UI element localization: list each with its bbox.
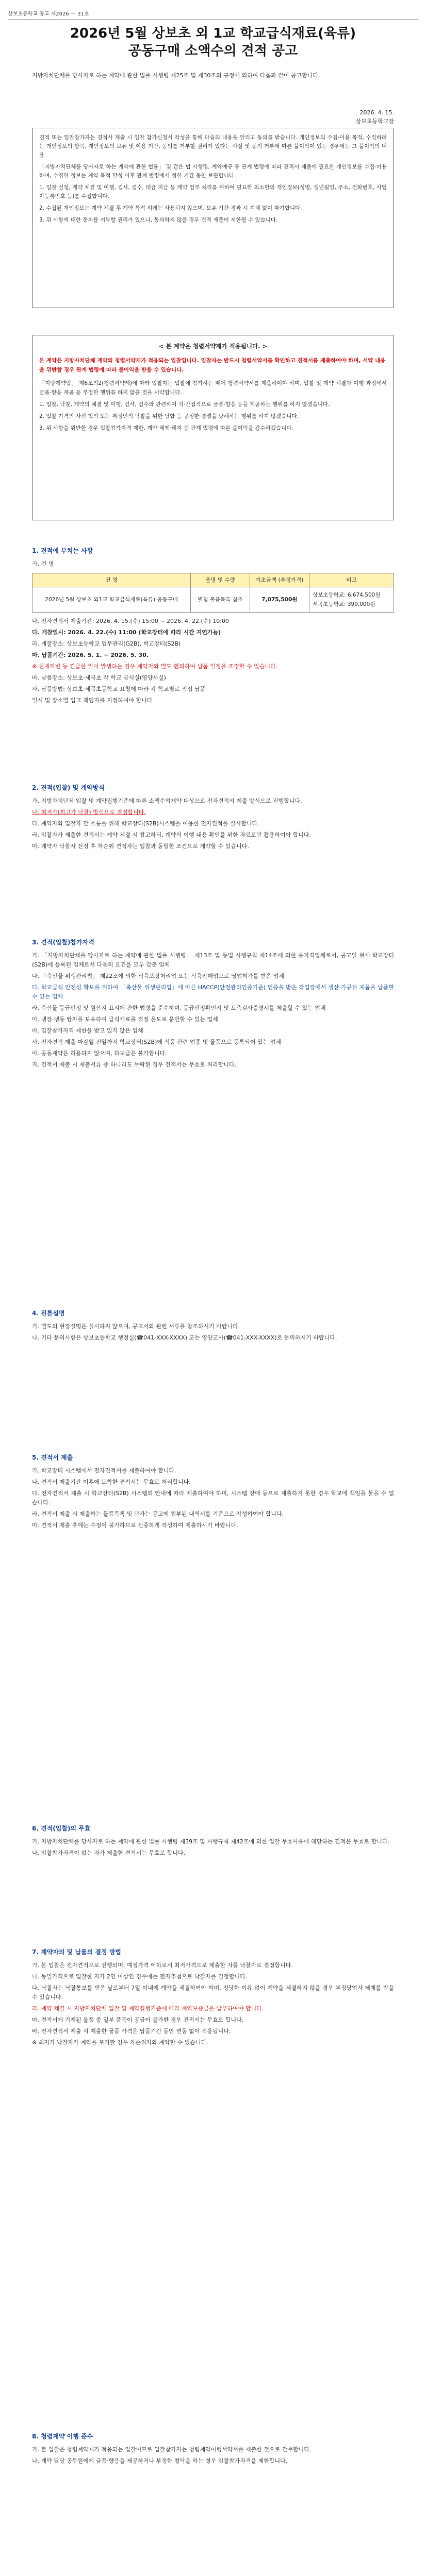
section-1-line: 나. 전자견적서 제출기간: 2026. 4. 15.(수) 15:00 ~ 2026. 4. 22.(수) 10:00 (32, 618, 229, 624)
cell-amount: 7,075,500원 (250, 587, 309, 613)
section-3-heading: 3. 견적(입찰)참가자격 (32, 939, 94, 946)
section-3-line: 다. 학교급식 안전성 확보를 위하여 「축산물 위생관리법」에 따른 HACCP(안전관리인증기준) 인증을 받은 작업장에서 생산·가공된 제품을 납품할 수 있는 업체 (32, 984, 394, 1000)
section-1-sub: 가. 건 명 (32, 561, 54, 567)
privacy-p1: 견적 또는 입찰참가자는 견적서 제출 시 입찰 참가신청서 작성을 통해 다음의 내용을 알리고 동의를 받습니다. 개인정보의 수집·이용 목적, 수집하려는 개인정보의 항목, 개인정보의 보유 및 이용 기간, 동의를 거부할 권리가 있다는 사실 및 동의 거부에 따른 불이익이 있는 경우에는 그 불이익의 내용 (39, 134, 387, 158)
table-header-row (32, 573, 394, 587)
privacy-p2: 「지방자치단체를 당사자로 하는 계약에 관한 법률」 및 같은 법 시행령, 계약예규 등 관계 법령에 따라 견적서 제출에 필요한 개인정보를 수집·이용하며, 수집한 정보는 계약 목적 달성 이후 관계 법령에서 정한 기간 동안 보관합니다. (39, 164, 387, 179)
section-2-line: 가. 지방자치단체 입찰 및 계약집행기준에 따른 소액수의계약 대상으로 전자견적서 제출 방식으로 진행합니다. (32, 798, 302, 804)
section-8 (32, 2432, 394, 2468)
integrity-p1: 「지방계약법」 제6조의2(청렴서약제)에 따라 입찰자는 입찰에 참가하는 때에 청렴서약서를 제출하여야 하며, 입찰 및 계약 체결과 이행 과정에서 금품·향응 제공 등 부정한 행위를 하지 않을 것을 서약합니다. (39, 380, 387, 396)
section-2 (32, 783, 394, 853)
section-3-line: 사. 전자견적 제출 마감일 전일까지 학교장터(S2B)에 식품 관련 업종 및 물품으로 등록되어 있는 업체 (32, 1039, 281, 1045)
title-line-2: 공동구매 소액수의 견적 공고 (128, 43, 298, 59)
section-7-heading: 7. 계약자의 및 납품의 결정 방법 (32, 1948, 121, 1956)
section-1-line: 다. 개찰일시: 2026. 4. 22.(수) 11:00 (학교장터에 따라 시간 지연가능) (32, 629, 221, 636)
section-3-line: 마. 냉장·냉동 탑차를 보유하여 급식재료를 적정 온도로 운반할 수 있는 업체 (32, 1016, 218, 1023)
section-5-line: 나. 견적서 제출기간 이후에 도착한 견적서는 무효로 처리합니다. (32, 1479, 191, 1485)
section-6-heading: 6. 견적(입찰)의 무효 (32, 1825, 91, 1832)
integrity-pledge-box (32, 335, 394, 520)
section-5-line: 다. 전자견적서 제출 시 학교장터(S2B) 시스템의 안내에 따라 제출하여야 하며, 시스템 장애 등으로 제출하지 못한 경우 학교에 책임을 물을 수 없습니다. (32, 1490, 394, 1506)
section-7-line: ※ 최저가 낙찰자가 계약을 포기할 경우 차순위자와 계약할 수 있습니다. (32, 2039, 208, 2046)
integrity-p2: 1. 입찰, 낙찰, 계약의 체결 및 이행, 검사, 검수와 관련하여 직·간접적으로 금품·향응 등을 제공하는 행위를 하지 않겠습니다. (39, 401, 330, 408)
section-3-line: 아. 공동계약은 허용하지 않으며, 하도급은 불가합니다. (32, 1050, 167, 1057)
privacy-p4: 2. 수집된 개인정보는 계약 체결 후 계약 목적 외에는 사용되지 않으며, 보유 기간 경과 시 지체 없이 파기합니다. (39, 205, 302, 211)
section-2-line: 마. 계약자 낙찰자 선정 후 차순위 견적자는 입찰과 동일한 조건으로 계약할 수 있습니다. (32, 843, 249, 850)
section-1-line: 라. 개찰장소: 상보초등학교 업무관리(G2B), 학교장터(S2B) (32, 640, 181, 647)
note-line-1: 상보초등학교: 6,674,500원 (313, 592, 381, 598)
section-1-heading: 1. 견적에 부치는 사항 (32, 547, 93, 554)
section-7-line: 라. 계약 체결 시 지방자치단체 입찰 및 계약집행기준에 따라 계약보증금을 납부하여야 합니다. (32, 2005, 264, 2012)
section-4-line: 나. 기타 문의사항은 상보초등학교 행정실(☎041-XXX-XXXX) 또는 영양교사(☎041-XXX-XXXX)로 문의하시기 바랍니다. (32, 1334, 337, 1341)
section-4 (32, 1309, 394, 1345)
section-6 (32, 1824, 394, 1860)
col-name: 건 명 (32, 573, 191, 587)
table-row (32, 587, 394, 613)
cell-name: 2026년 5월 상보초 외1교 학교급식재료(육류) 공동구매 (32, 587, 191, 613)
page-title (0, 25, 426, 60)
col-amount: 기초금액 (추정가격) (250, 573, 309, 587)
col-item: 품명 및 수량 (191, 573, 250, 587)
section-2-line: 다. 계약자와 입찰자 간 소통을 위해 학교장터(S2B)시스템을 이용한 전자견적을 실시합니다. (32, 820, 259, 827)
privacy-p5: 3. 위 사항에 대한 동의를 거부할 권리가 있으나, 동의하지 않을 경우 견적 제출이 제한될 수 있습니다. (39, 217, 278, 223)
section-1-line: 일시 및 장소별 입고 책임자를 지정하여야 합니다 (32, 697, 153, 704)
section-7-line: 마. 견적서에 기재된 물품 중 일부 품목이 공급이 불가한 경우 견적서는 무효로 합니다. (32, 2016, 244, 2023)
date-block (356, 108, 394, 126)
section-3-line: 가. 「지방자치단체를 당사자로 하는 계약에 관한 법률 시행령」 제13조 및 동법 시행규칙 제14조에 의한 유자격업체로서, 공고일 현재 학교장터(S2B)에 등록된 업체로서 다음의 요건을 모두 갖춘 업체 (32, 952, 394, 968)
section-8-heading: 8. 청렴계약 이행 준수 (32, 2433, 93, 2440)
section-1-line: 사. 납품방법: 상보초·세곡초등학교 요청에 따라 각 학교별로 직접 납품 (32, 686, 206, 692)
section-3-line: 자. 견적서 제출 시 제출서류 중 하나라도 누락된 경우 견적서는 무효로 처리합니다. (32, 1061, 237, 1068)
privacy-notice-box (32, 128, 394, 308)
section-7 (32, 1947, 394, 2049)
issuing-organization: 상보초등학교장 (355, 118, 394, 125)
section-3-line: 라. 축산물 등급판정 및 원산지 표시에 관한 법령을 준수하며, 등급판정확인서 및 도축검사증명서를 제출할 수 있는 업체 (32, 1005, 326, 1011)
intro-paragraph: 지방자치단체를 당사자로 하는 계약에 관한 법률 시행령 제25조 및 제30조의 규정에 의하여 다음과 같이 공고합니다. (32, 72, 320, 79)
section-4-line: 가. 별도의 현장설명은 실시하지 않으며, 공고서와 관련 서류를 참조하시기 바랍니다. (32, 1323, 240, 1330)
integrity-warning: 본 계약은 지방자치단체 계약의 청렴서약제가 적용되는 입찰입니다. 입찰자는 반드시 청렴서약서를 확인하고 견적서를 제출하여야 하며, 서약 내용을 위반할 경우 관계 법령에 따라 불이익을 받을 수 있습니다. (39, 358, 386, 373)
section-8-line: 가. 본 입찰은 청렴계약제가 적용되는 입찰이므로 입찰참가자는 청렴계약이행서약서를 제출한 것으로 간주합니다. (32, 2446, 312, 2453)
section-5-line: 라. 견적서 제출 시 제출하는 물품목록 및 단가는 공고에 첨부된 내역서를 기준으로 작성하여야 합니다. (32, 1511, 284, 1517)
notice-date: 2026. 4. 15. (359, 109, 394, 116)
section-5-line: 마. 견적서 제출 후에는 수정이 불가하므로 신중하게 작성하여 제출하시기 바랍니다. (32, 1522, 238, 1529)
section-6-line: 나. 입찰참가자격이 없는 자가 제출한 견적서는 무효로 합니다. (32, 1850, 186, 1856)
note-line-2: 세곡초등학교: 399,000원 (313, 601, 375, 607)
bid-table (32, 573, 394, 613)
section-8-line: 나. 계약 담당 공무원에게 금품·향응을 제공하거나 부정한 청탁을 하는 경우 입찰참가자격을 제한합니다. (32, 2458, 288, 2464)
section-3-line: 나. 「축산물 위생관리법」 제22조에 의한 식육포장처리업 또는 식육판매업으로 영업허가를 받은 업체 (32, 973, 284, 979)
doc-number: 상보초등학교 공고 제2026 － 31호 (8, 11, 89, 17)
section-5 (32, 1453, 394, 1532)
privacy-p3: 1. 입찰 신청, 계약 체결 및 이행, 검사, 검수, 대금 지급 등 계약 업무 처리를 위하여 필요한 최소한의 개인정보(성명, 생년월일, 주소, 전화번호, 사업자등록번호 등)를 수집합니다. (39, 184, 387, 199)
integrity-p3: 2. 입찰 가격의 사전 협의 또는 특정인의 낙찰을 위한 담합 등 공정한 경쟁을 방해하는 행위를 하지 않겠습니다. (39, 413, 299, 419)
integrity-title: < 본 계약은 청렴서약제가 적용됩니다. > (158, 343, 268, 350)
cell-item: 별첨 물품목록 참조 (191, 587, 250, 613)
section-6-line: 가. 지방자치단체를 당사자로 하는 계약에 관한 법률 시행령 제39조 및 시행규칙 제42조에 의한 입찰 무효사유에 해당하는 견적은 무효로 합니다. (32, 1838, 389, 1845)
section-1-line: ※ 천재지변 등 긴급한 일이 발생하는 경우 계약자와 별도 협의하여 납품 일정을 조정할 수 있습니다. (32, 663, 278, 670)
section-7-line: 나. 동일가격으로 입찰한 자가 2인 이상인 경우에는 전자추첨으로 낙찰자를 결정합니다. (32, 1973, 248, 1980)
section-3-line: 바. 입찰참가자격 제한을 받고 있지 않은 업체 (32, 1027, 143, 1034)
integrity-p4: 3. 위 사항을 위반한 경우 입찰참가자격 제한, 계약 해제·해지 등 관계 법령에 따른 불이익을 감수하겠습니다. (39, 425, 293, 431)
section-2-line: 라. 입찰자가 제출한 견적서는 계약 체결 시 참고하되, 계약의 이행 내용 확인을 위한 자료로만 활용하여야 합니다. (32, 832, 312, 838)
col-note: 비고 (309, 573, 394, 587)
title-line-1: 2026년 5월 상보초 외 1교 학교급식재료(육류) (70, 26, 356, 41)
section-5-heading: 5. 견적서 제출 (32, 1454, 73, 1461)
section-1-line: 바. 납품장소: 상보초·세곡초 각 학교 급식실(영양사실) (32, 674, 166, 681)
section-2-heading: 2. 견적(입찰) 및 계약방식 (32, 784, 105, 791)
section-5-line: 가. 학교장터 시스템에서 전자견적서를 제출하여야 합니다. (32, 1467, 176, 1474)
cell-note (309, 587, 394, 613)
section-7-line: 다. 낙찰자는 낙찰통보를 받은 날로부터 7일 이내에 계약을 체결하여야 하며, 정당한 이유 없이 계약을 체결하지 않을 경우 부정당업자 제재를 받을 수 있습니다. (32, 1985, 394, 2001)
section-7-line: 가. 본 입찰은 전자견적으로 진행되며, 예정가격 이하로서 최저가격으로 제출한 자를 낙찰자로 결정합니다. (32, 1962, 293, 1969)
section-7-line: 바. 전자견적서 제출 시 제출한 물품 가격은 납품기간 동안 변동 없이 적용됩니다. (32, 2028, 231, 2035)
section-2-line: 나. 최저가(최고가 낙찰) 방식으로 결정합니다. (32, 809, 146, 816)
section-4-heading: 4. 원를설명 (32, 1310, 65, 1317)
section-1-line: 마. 납품기간: 2026. 5. 1. ~ 2026. 5. 30. (32, 652, 149, 658)
section-1 (32, 546, 394, 707)
section-3 (32, 938, 394, 1072)
